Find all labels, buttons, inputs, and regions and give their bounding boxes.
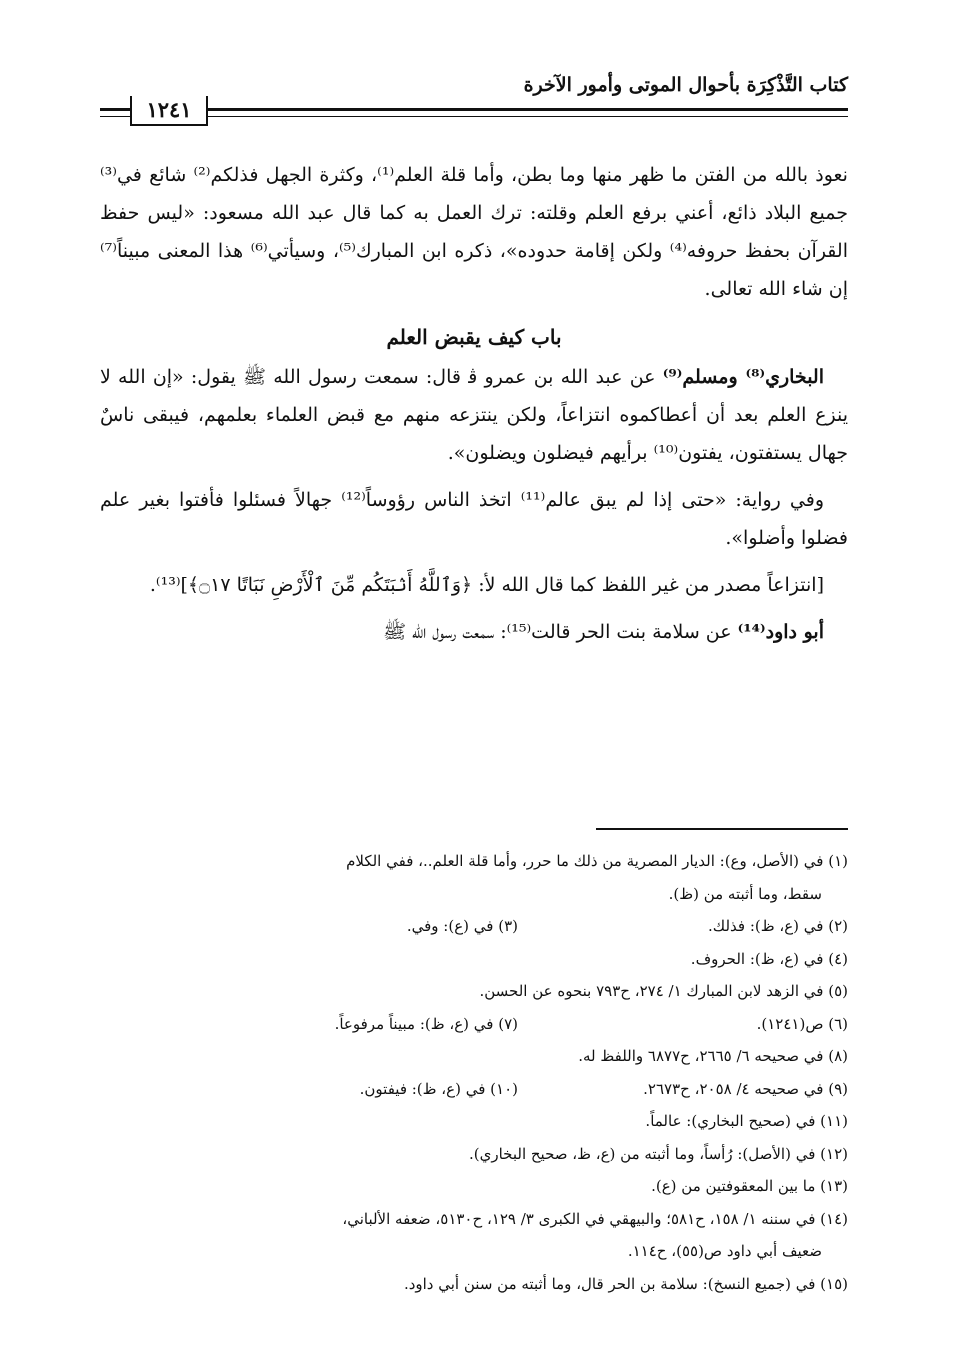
spacer (100, 557, 848, 566)
footnote: (٥) في الزهد لابن المبارك ١/ ٢٧٤، ح٧٩٣ بنحوه عن الحسن. (479, 982, 848, 1000)
footnote: (١٠) في (ع، ظ): فيفتون. (359, 1079, 518, 1098)
running-title: كتاب التَّذْكِرَة بأحوال الموتى وأمور الآخرة (523, 74, 848, 96)
page-number: ١٢٤١ (130, 96, 208, 126)
footnote-separator (596, 828, 848, 830)
source-label: أبو داود⁽¹⁴⁾ (737, 621, 824, 643)
paragraph-note: [انتزاعاً مصدر من غير اللفظ كما قال الله ﻷ: ﴿وَٱللَّهُ أَنۢبَتَكُم مِّنَ ٱلْأَرْضِ نَبَاتًا ۝١٧﴾]⁽¹³⁾. (149, 574, 824, 596)
footnote: (٩) في صحيحه ٤/ ٢٠٥٨، ح٢٦٧٣. (643, 1079, 848, 1098)
footnote: (١٤) في سننه ١/ ١٥٨، ح٥٨١؛ والبيهقي في الكبرى ٣/ ١٢٩، ح٥١٣٠، ضعفه الألباني، (342, 1209, 848, 1228)
hadith-text: عن سلامة بنت الحر قالت⁽¹⁵⁾: سمعت رسول الله ﷺ (383, 621, 738, 643)
paragraph-intro: نعوذ بالله من الفتن ما ظهر منها وما بطن، وأما قلة العلم⁽¹⁾، وكثرة الجهل فذلكم⁽²⁾ شائع في⁽³⁾ جميع البلاد ذائع، أعني برفع العلم وقلته: ترك العمل به كما قال عبد الله مسعود: «ليس حفظ القرآن بحفظ حروفه⁽⁴⁾ ولكن إقامة حدوده»، ذكره ابن المبارك⁽⁵⁾، وسيأتي⁽⁶⁾ هذا المعنى مبيناً⁽⁷⁾ إن شاء الله تعالى. (100, 164, 848, 300)
footnote: (١٣) ما بين المعقوفتين من (ع). (651, 1177, 848, 1195)
footnote-row (100, 910, 848, 943)
hadith-text: عن عبد الله بن عمرو ﭬ قال: سمعت رسول الله ﷺ يقول: «إن الله لا ينزع العلم بعد أن أعطاكموه انتزاعاً، ولكن ينتزعه منهم مع قبض العلماء بعلمهم، فيبقى ناسٌ جهال يستفتون، يفتون⁽¹⁰⁾ برأيهم فيضلون ويضلون». (100, 366, 848, 464)
footnote: (٢) في (ع، ظ): فذلك. (708, 917, 848, 935)
chapter-title: باب كيف يقبض العلم (386, 325, 562, 349)
footnote: (٤) في (ع، ظ): الحروف. (690, 949, 848, 968)
footnote: (١٢) في (الأصل): رُأساً، وما أثبته من (ع، ظ، صحيح البخاري). (468, 1144, 848, 1163)
footnote: (٣) في (ع): وفي. (406, 917, 518, 935)
page-header (100, 72, 848, 124)
footnote: (٦) ص(١٢٤١). (756, 1014, 848, 1033)
footnote: (١٥) في (جميع النسخ): سلامة بن الحر قال، وما أثبته من سنن أبي داود. (403, 1274, 848, 1293)
footnote-continuation: ضعيف أبي داود ص(٥٥)، ح١١٤. (627, 1242, 822, 1260)
paragraph-riwaya: وفي رواية: «حتى إذا لم يبق عالم⁽¹¹⁾ اتخذ الناس رؤوساً⁽¹²⁾ جهالاً فسئلوا فأفتوا بغير علم فضلوا وأضلوا». (100, 489, 848, 549)
footnote: (١) في (الأصل، وع): الديار المصرية من ذلك ما حرر، وأما قلة العلم..، ففي الكلام (346, 852, 848, 870)
footnote-row (100, 1008, 848, 1041)
main-text (100, 156, 848, 651)
header-rule-thick (100, 108, 848, 111)
spacer (100, 604, 848, 613)
source-label: البخاري⁽⁸⁾ ومسلم⁽⁹⁾ (662, 366, 824, 388)
header-rule-thin (100, 116, 848, 117)
footnote-continuation: سقط، وما أثبته من (ظ). (668, 884, 822, 903)
paragraph-abu-dawud (100, 613, 848, 651)
spacer (100, 472, 848, 481)
footnote: (٨) في صحيحه ٦/ ٢٦٦٥، ح٦٨٧٧ واللفظ له. (578, 1047, 848, 1065)
footnotes (100, 845, 848, 1300)
footnote: (١١) في (صحيح البخاري): عالماً. (645, 1112, 848, 1130)
footnote: (٧) في (ع، ظ): مبيناً مرفوعاً. (334, 1014, 518, 1033)
footnote-row (100, 1073, 848, 1106)
paragraph-bukhari-muslim (100, 358, 848, 472)
